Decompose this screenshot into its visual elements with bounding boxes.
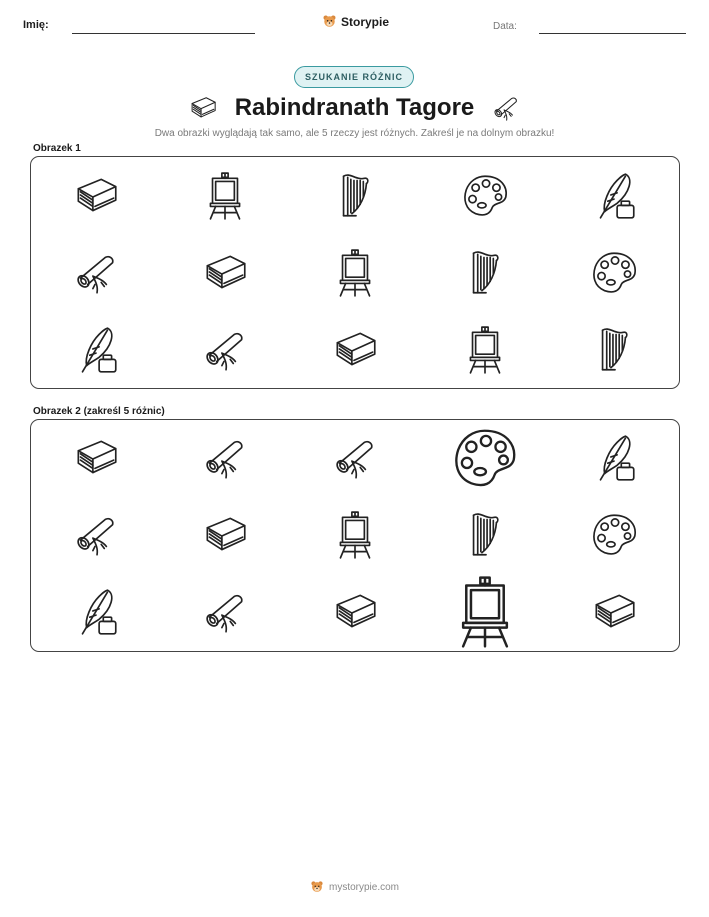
grid-cell[interactable]: [290, 573, 420, 651]
date-label: Data:: [493, 21, 517, 32]
grid-cell: [290, 311, 420, 388]
grid-cell: [420, 157, 550, 234]
scroll-icon[interactable]: [199, 586, 251, 638]
quill-ink-icon: [70, 324, 122, 376]
book-icon[interactable]: [329, 586, 381, 638]
grid-cell: [161, 157, 291, 234]
grid-cell: [161, 234, 291, 311]
harp-icon[interactable]: [459, 509, 511, 561]
harp-icon: [459, 247, 511, 299]
grid-cell[interactable]: [549, 497, 679, 574]
grid-cell[interactable]: [31, 573, 161, 651]
quill-ink-icon: [588, 170, 640, 222]
quill-ink-icon[interactable]: [70, 586, 122, 638]
footer-url: mystorypie.com: [328, 881, 399, 893]
book-icon: [329, 324, 381, 376]
book-icon: [70, 170, 122, 222]
grid-cell: [549, 157, 679, 234]
grid-cell: [549, 311, 679, 388]
book-icon[interactable]: [199, 509, 251, 561]
palette-icon: [588, 247, 640, 299]
grid-cell[interactable]: [549, 573, 679, 651]
picture1-panel: [30, 156, 680, 389]
scroll-icon: [70, 247, 122, 299]
scroll-icon: [490, 92, 522, 124]
grid-cell[interactable]: [161, 420, 291, 497]
picture1-label: Obrazek 1: [33, 143, 81, 154]
grid-cell: [290, 157, 420, 234]
grid-cell: [420, 311, 550, 388]
footer: [0, 880, 709, 894]
palette-icon: [459, 170, 511, 222]
book-icon[interactable]: [70, 432, 122, 484]
grid-cell[interactable]: [420, 420, 550, 497]
grid-cell: [31, 311, 161, 388]
name-field-line[interactable]: [72, 33, 255, 34]
palette-icon[interactable]: [588, 509, 640, 561]
grid-cell[interactable]: [290, 497, 420, 574]
picture1-grid: [31, 157, 679, 388]
palette-icon[interactable]: [448, 422, 521, 495]
grid-cell[interactable]: [31, 420, 161, 497]
bear-logo-icon: [322, 14, 337, 29]
scroll-icon[interactable]: [199, 432, 251, 484]
page-title: [0, 92, 709, 124]
harp-icon: [588, 324, 640, 376]
scroll-icon[interactable]: [329, 432, 381, 484]
brand-logo: [322, 14, 389, 29]
scroll-icon: [199, 324, 251, 376]
grid-cell[interactable]: [420, 497, 550, 574]
grid-cell[interactable]: [420, 573, 550, 651]
book-icon: [187, 92, 219, 124]
easel-icon[interactable]: [446, 573, 524, 651]
grid-cell[interactable]: [161, 497, 291, 574]
grid-cell: [31, 234, 161, 311]
grid-cell: [161, 311, 291, 388]
grid-cell: [549, 234, 679, 311]
book-icon: [199, 247, 251, 299]
easel-icon: [199, 170, 251, 222]
grid-cell[interactable]: [549, 420, 679, 497]
activity-badge: SZUKANIE RÓŻNIC: [294, 66, 414, 88]
brand-name: Storypie: [341, 14, 390, 29]
grid-cell[interactable]: [161, 573, 291, 651]
easel-icon: [329, 247, 381, 299]
name-label: Imię:: [23, 19, 49, 31]
harp-icon: [329, 170, 381, 222]
date-field-line[interactable]: [539, 33, 686, 34]
scroll-icon[interactable]: [70, 509, 122, 561]
easel-icon: [459, 324, 511, 376]
picture2-grid[interactable]: [31, 420, 679, 651]
grid-cell: [31, 157, 161, 234]
grid-cell[interactable]: [290, 420, 420, 497]
book-icon[interactable]: [588, 586, 640, 638]
picture2-panel[interactable]: [30, 419, 680, 652]
grid-cell[interactable]: [31, 497, 161, 574]
grid-cell: [290, 234, 420, 311]
bear-logo-icon: [310, 880, 324, 894]
grid-cell: [420, 234, 550, 311]
quill-ink-icon[interactable]: [588, 432, 640, 484]
easel-icon[interactable]: [329, 509, 381, 561]
page-title-text: Rabindranath Tagore: [234, 94, 475, 121]
picture2-label: Obrazek 2 (zakreśl 5 różnic): [33, 406, 165, 417]
instructions-text: Dwa obrazki wyglądają tak samo, ale 5 rzeczy jest różnych. Zakreśl je na dolnym obrazku!: [154, 128, 555, 139]
